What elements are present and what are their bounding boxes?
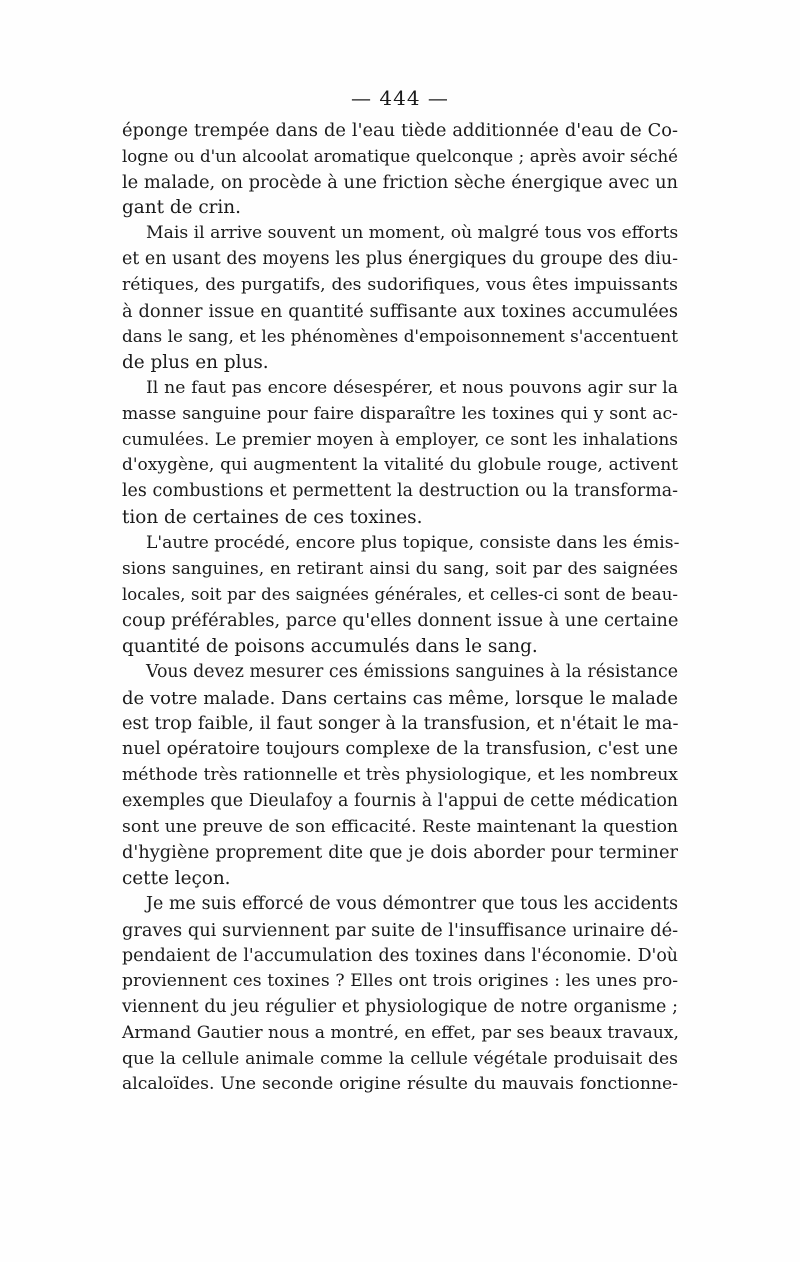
- text-line: à donner issue en quantité suffisante aux toxines accumulées: [122, 300, 678, 322]
- text-line: logne ou d'un alcoolat aromatique quelconque ; après avoir séché: [122, 146, 678, 166]
- text-line: de plus en plus.: [122, 352, 269, 374]
- text-line: alcaloïdes. Une seconde origine résulte du mauvais fonctionne-: [122, 1074, 678, 1095]
- text-line: pendaient de l'accumulation des toxines dans l'économie. D'où: [122, 945, 678, 966]
- text-line: cumulées. Le premier moyen à employer, ce sont les inhalations: [122, 429, 678, 450]
- text-line: locales, soit par des saignées générales, et celles-ci sont de beau-: [122, 585, 678, 605]
- text-line: éponge trempée dans de l'eau tiède additionnée d'eau de Co-: [122, 120, 678, 141]
- text-line: Vous devez mesurer ces émissions sanguines à la résistance: [146, 661, 678, 682]
- text-line: Je me suis efforcé de vous démontrer que tous les accidents: [146, 893, 678, 914]
- text-line: quantité de poisons accumulés dans le sang.: [122, 635, 538, 657]
- text-line: d'oxygène, qui augmentent la vitalité du globule rouge, activent: [122, 455, 678, 476]
- text-line: coup préférables, parce qu'elles donnent issue à une certaine: [122, 610, 679, 632]
- text-line: exemples que Dieulafoy a fournis à l'appui de cette médication: [122, 790, 678, 811]
- text-line: est trop faible, il faut songer à la transfusion, et n'était le ma-: [122, 713, 679, 735]
- body-text: [122, 118, 678, 1098]
- text-line: nuel opératoire toujours complexe de la transfusion, c'est une: [122, 739, 678, 760]
- text-line: graves qui surviennent par suite de l'insuffisance urinaire dé-: [122, 919, 679, 941]
- text-line: dans le sang, et les phénomènes d'empoisonnement s'accentuent: [122, 326, 678, 347]
- page-number: — 444 —: [351, 86, 449, 110]
- text-line: et en usant des moyens les plus énergiques du groupe des diu-: [122, 248, 678, 269]
- text-line: cette leçon.: [122, 868, 231, 890]
- text-line: d'hygiène proprement dite que je dois aborder pour terminer: [122, 842, 678, 864]
- text-line: Mais il arrive souvent un moment, où malgré tous vos efforts: [146, 223, 679, 244]
- text-line: proviennent ces toxines ? Elles ont trois origines : les unes pro-: [122, 971, 678, 992]
- text-line: rétiques, des purgatifs, des sudorifiques, vous êtes impuissants: [122, 274, 678, 295]
- text-line: Armand Gautier nous a montré, en effet, par ses beaux travaux,: [122, 1022, 679, 1043]
- text-line: de votre malade. Dans certains cas même, lorsque le malade: [122, 687, 678, 709]
- text-line: viennent du jeu régulier et physiologique de notre organisme ;: [122, 997, 678, 1018]
- text-line: L'autre procédé, encore plus topique, consiste dans les émis-: [146, 532, 680, 553]
- text-line: les combustions et permettent la destruction ou la transforma-: [122, 481, 678, 502]
- text-line: tion de certaines de ces toxines.: [122, 506, 423, 528]
- text-line: gant de crin.: [122, 197, 241, 219]
- text-line: méthode très rationnelle et très physiologique, et les nombreux: [122, 764, 678, 785]
- text-line: sions sanguines, en retirant ainsi du sang, soit par des saignées: [122, 558, 678, 579]
- text-line: que la cellule animale comme la cellule végétale produisait des: [122, 1048, 678, 1069]
- text-line: Il ne faut pas encore désespérer, et nous pouvons agir sur la: [146, 377, 678, 398]
- text-line: sont une preuve de son efficacité. Reste maintenant la question: [122, 816, 678, 837]
- text-line: masse sanguine pour faire disparaître les toxines qui y sont ac-: [122, 403, 678, 424]
- text-line: le malade, on procède à une friction sèche énergique avec un: [122, 171, 678, 193]
